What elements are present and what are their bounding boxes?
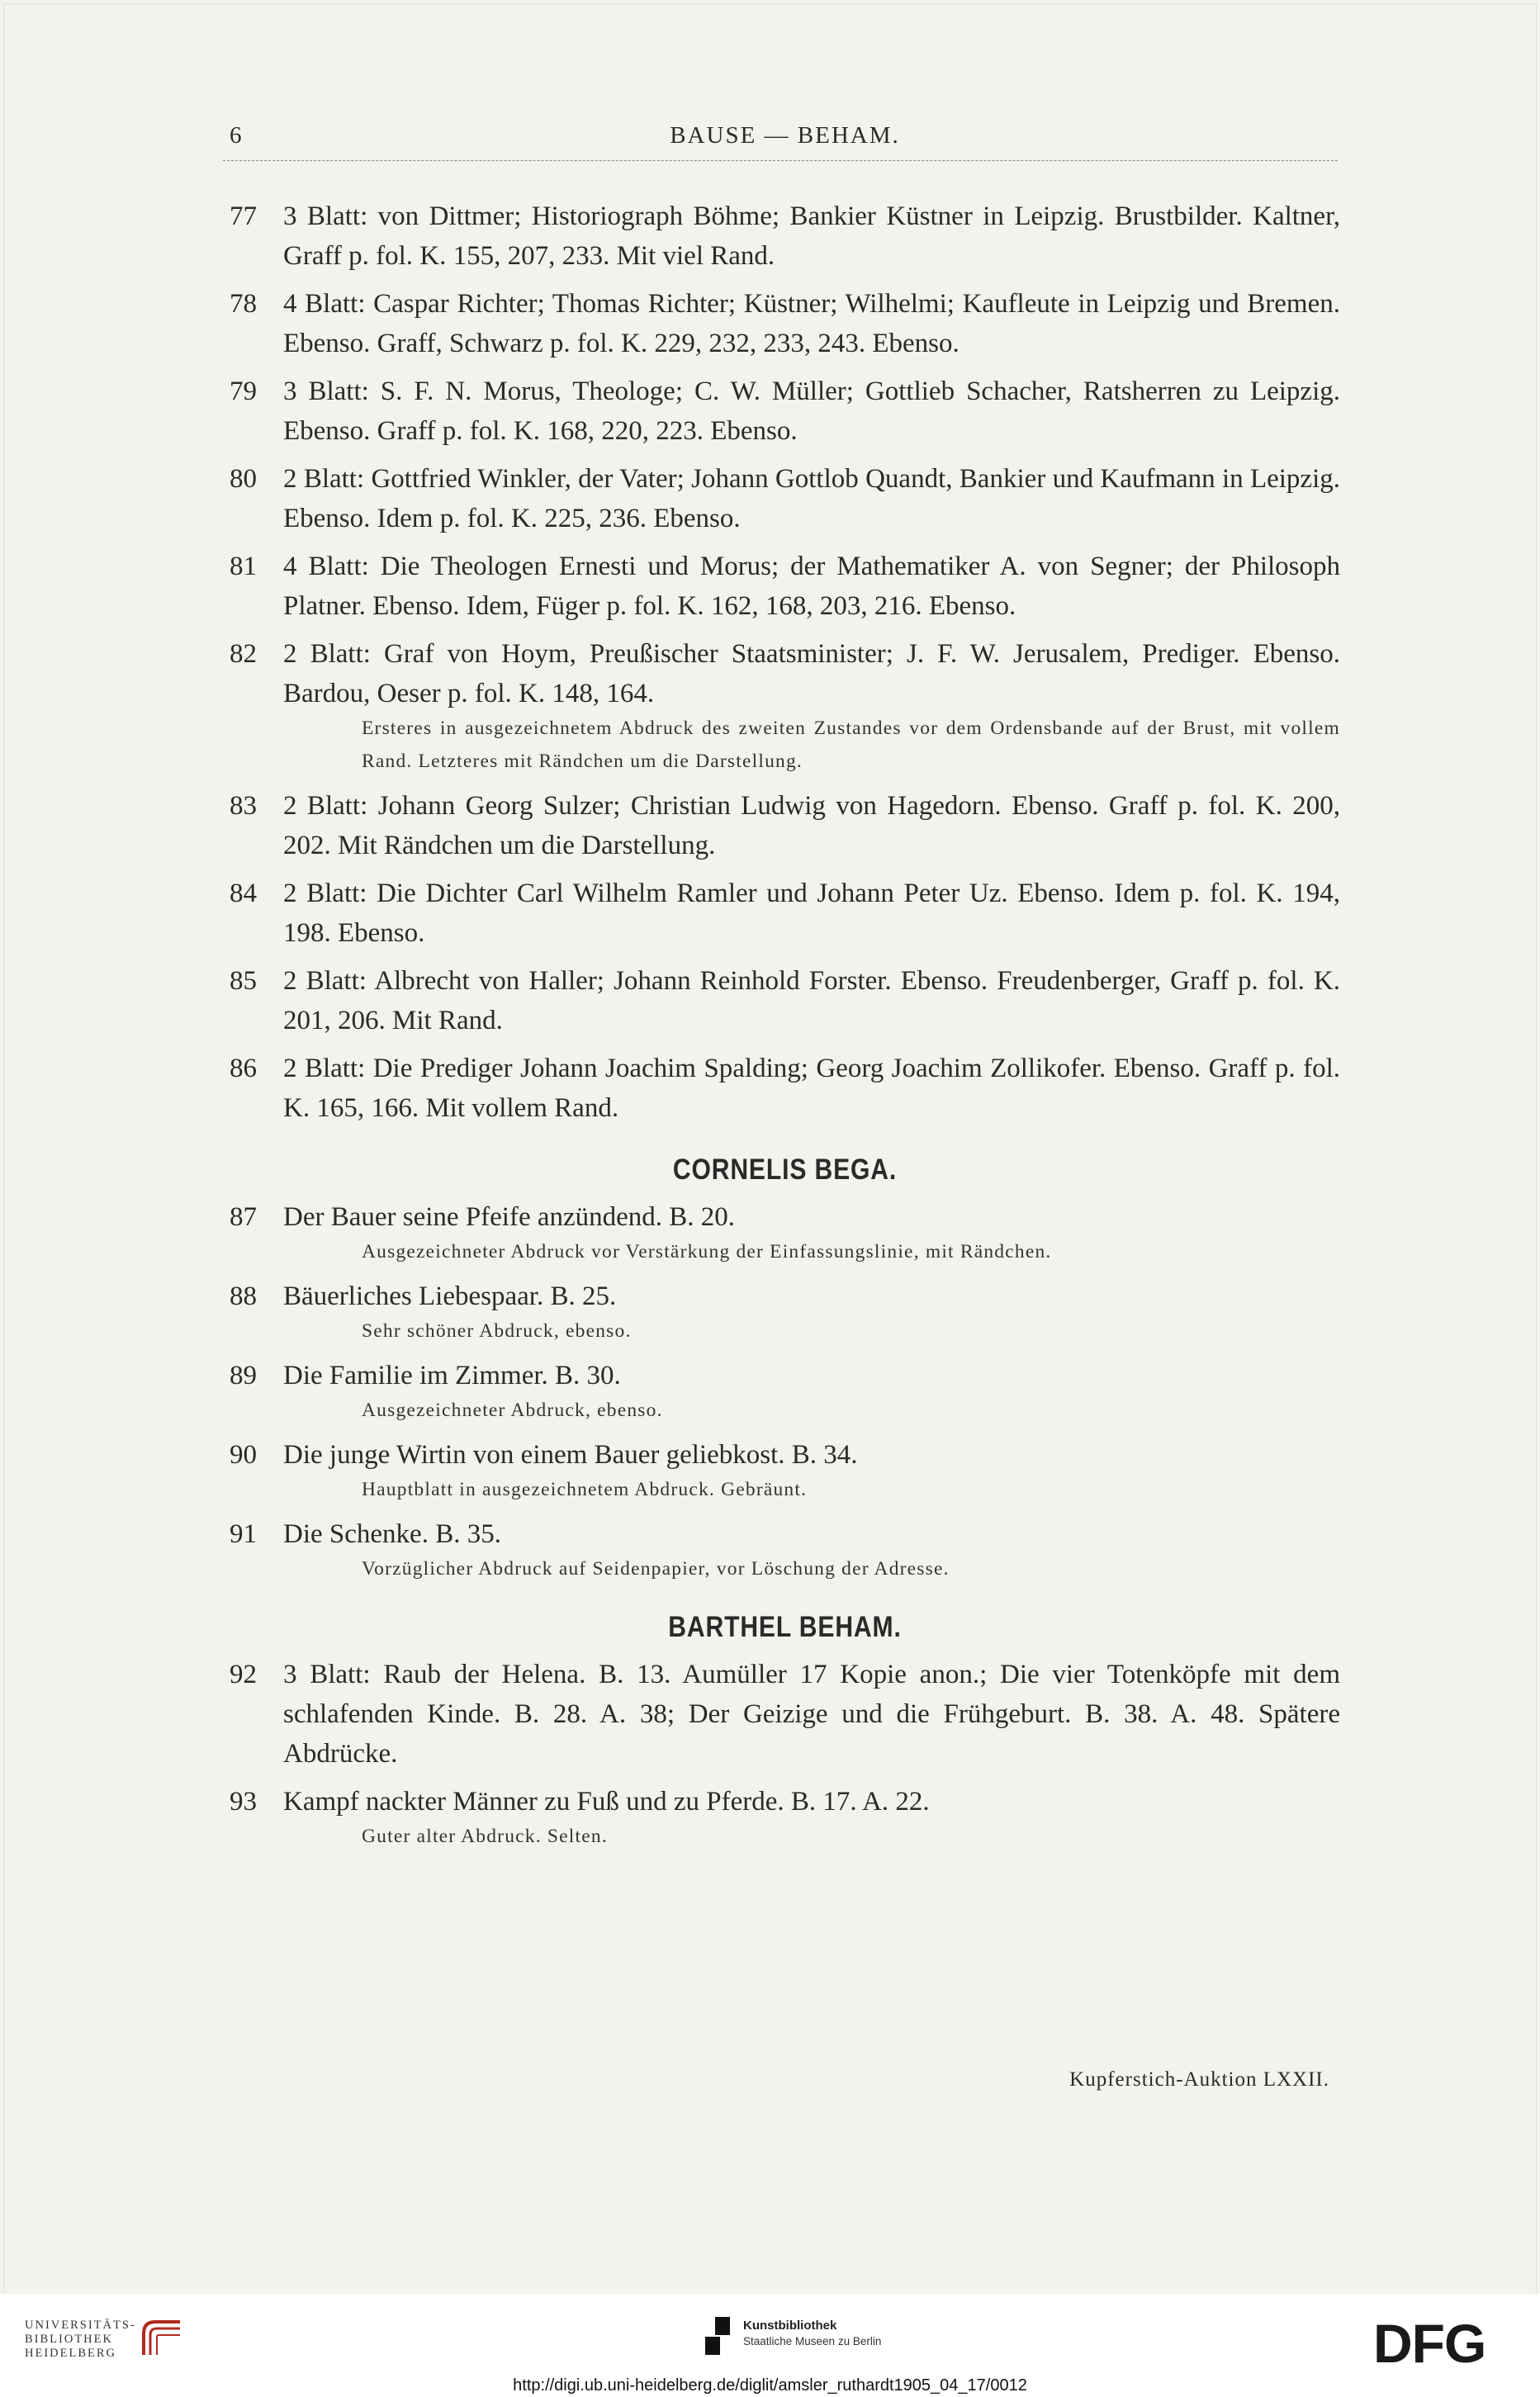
- entry-number: 88: [230, 1281, 257, 1311]
- running-title: BAUSE — BEHAM.: [670, 122, 900, 149]
- entry-number: 78: [230, 289, 257, 319]
- section-heading-beham: BARTHEL BEHAM.: [668, 1611, 902, 1643]
- entry-number: 92: [230, 1660, 257, 1689]
- library-name-line: HEIDELBERG: [25, 2347, 117, 2360]
- entry-note: Hauptblatt in ausgezeichnetem Abdruck. Gebräunt.: [362, 1479, 808, 1500]
- entry-text: Die Familie im Zimmer. B. 30.: [283, 1361, 621, 1390]
- entries-beham: [230, 1655, 1340, 1853]
- entry-note: Sehr schöner Abdruck, ebenso.: [362, 1320, 632, 1342]
- entry-note: Ersteres in ausgezeichnetem Abdruck des zweiten Zustandes vor dem Ordensbande auf der Brust, mit vollem Rand. Letzteres mit Rändchen um die Darstellung.: [362, 718, 1340, 772]
- entry-text: 3 Blatt: Raub der Helena. B. 13. Aumüller 17 Kopie anon.; Die vier Totenköpfe mit dem schlafenden Kinde. B. 28. A. 38; Der Geizige und die Frühgeburt. B. 38. A. 48. Spätere Abdrücke.: [283, 1660, 1340, 1769]
- entry-number: 82: [230, 639, 257, 669]
- entry-text: Bäuerliches Liebespaar. B. 25.: [283, 1281, 617, 1311]
- catalog-entry: [230, 1049, 1340, 1128]
- auction-catalog-note: Kupferstich-Auktion LXXII.: [1069, 2068, 1329, 2091]
- entry-number: 83: [230, 791, 257, 821]
- digitization-footer: [0, 2294, 1540, 2397]
- entry-number: 91: [230, 1519, 257, 1549]
- entry-text: Kampf nackter Männer zu Fuß und zu Pferde. B. 17. A. 22.: [283, 1787, 930, 1817]
- entry-number: 87: [230, 1202, 257, 1232]
- entry-number: 90: [230, 1440, 257, 1470]
- entry-text: 4 Blatt: Caspar Richter; Thomas Richter; Küstner; Wilhelmi; Kaufleute in Leipzig und Bremen. Ebenso. Graff, Schwarz p. fol. K. 229, 232, 233, 243. Ebenso.: [283, 289, 1340, 358]
- catalog-entry: [230, 634, 1340, 778]
- permalink-url[interactable]: http://digi.ub.uni-heidelberg.de/diglit/amsler_ruthardt1905_04_17/0012: [513, 2376, 1027, 2395]
- page-header: [230, 114, 1340, 155]
- catalog-entry: [230, 1277, 1340, 1348]
- entry-text: 4 Blatt: Die Theologen Ernesti und Morus; der Mathematiker A. von Segner; der Philosoph Platner. Ebenso. Idem, Füger p. fol. K. 162, 168, 203, 216. Ebenso.: [283, 552, 1340, 621]
- catalog-entry: [230, 284, 1340, 363]
- catalog-entry: [230, 1782, 1340, 1853]
- entries-bega: [230, 1197, 1340, 1585]
- catalog-entry: [230, 547, 1340, 626]
- entry-number: 77: [230, 201, 257, 231]
- entry-text: Die Schenke. B. 35.: [283, 1519, 501, 1549]
- dfg-logo: DFG: [1373, 2313, 1486, 2374]
- entry-number: 89: [230, 1361, 257, 1390]
- university-library-logo-icon: [139, 2317, 185, 2360]
- entry-text: 2 Blatt: Johann Georg Sulzer; Christian Ludwig von Hagedorn. Ebenso. Graff p. fol. K. 200, 202. Mit Rändchen um die Darstellung.: [283, 791, 1340, 860]
- entry-note: Vorzüglicher Abdruck auf Seidenpapier, vor Löschung der Adresse.: [362, 1558, 950, 1580]
- entry-note: Ausgezeichneter Abdruck vor Verstärkung der Einfassungslinie, mit Rändchen.: [362, 1241, 1052, 1262]
- entry-number: 80: [230, 464, 257, 494]
- entry-note: Ausgezeichneter Abdruck, ebenso.: [362, 1400, 663, 1421]
- entry-text: 2 Blatt: Die Dichter Carl Wilhelm Ramler und Johann Peter Uz. Ebenso. Idem p. fol. K. 194, 198. Ebenso.: [283, 879, 1340, 948]
- header-rule: [223, 160, 1338, 161]
- entry-number: 81: [230, 552, 257, 581]
- catalog-entry: [230, 961, 1340, 1040]
- kunstbibliothek-name: Kunstbibliothek: [743, 2319, 837, 2333]
- catalog-entry: [230, 874, 1340, 953]
- entry-text: Die junge Wirtin von einem Bauer geliebkost. B. 34.: [283, 1440, 858, 1470]
- entry-text: 2 Blatt: Gottfried Winkler, der Vater; Johann Gottlob Quandt, Bankier und Kaufmann in Leipzig. Ebenso. Idem p. fol. K. 225, 236. Ebenso.: [283, 464, 1340, 533]
- catalog-entry: [230, 1435, 1340, 1506]
- entry-number: 85: [230, 966, 257, 996]
- library-name: [25, 2319, 136, 2361]
- entry-note: Guter alter Abdruck. Selten.: [362, 1826, 608, 1847]
- library-name-line: BIBLIOTHEK: [25, 2333, 113, 2346]
- entry-number: 79: [230, 377, 257, 406]
- catalog-entry: [230, 1197, 1340, 1268]
- catalog-entry: [230, 786, 1340, 865]
- entry-number: 86: [230, 1054, 257, 1083]
- section-heading-bega: CORNELIS BEGA.: [672, 1153, 898, 1186]
- entry-text: 2 Blatt: Albrecht von Haller; Johann Reinhold Forster. Ebenso. Freudenberger, Graff p. fol. K. 201, 206. Mit Rand.: [283, 966, 1340, 1035]
- library-name-line: UNIVERSITÄTS-: [25, 2319, 136, 2332]
- entry-text: 3 Blatt: von Dittmer; Historiograph Böhme; Bankier Küstner in Leipzig. Brustbilder. Kaltner, Graff p. fol. K. 155, 207, 233. Mit viel Rand.: [283, 201, 1340, 271]
- entry-number: 93: [230, 1787, 257, 1817]
- entry-text: Der Bauer seine Pfeife anzündend. B. 20.: [283, 1202, 736, 1232]
- entry-number: 84: [230, 879, 257, 908]
- entry-text: 2 Blatt: Graf von Hoym, Preußischer Staatsminister; J. F. W. Jerusalem, Prediger. Ebenso. Bardou, Oeser p. fol. K. 148, 164.: [283, 639, 1340, 708]
- page-number: 6: [230, 122, 242, 149]
- catalog-entry: [230, 459, 1340, 538]
- catalog-entry: [230, 1514, 1340, 1585]
- entry-text: 2 Blatt: Die Prediger Johann Joachim Spalding; Georg Joachim Zollikofer. Ebenso. Graff p. fol. K. 165, 166. Mit vollem Rand.: [283, 1054, 1340, 1123]
- catalog-entry: [230, 372, 1340, 451]
- catalog-entry: [230, 197, 1340, 276]
- kunstbibliothek-subtitle: Staatliche Museen zu Berlin: [743, 2335, 882, 2347]
- catalog-content: [230, 197, 1340, 1861]
- entries-bause: [230, 197, 1340, 1128]
- kunstbibliothek-mark-icon: [704, 2317, 733, 2355]
- catalog-entry: [230, 1655, 1340, 1774]
- catalog-entry: [230, 1356, 1340, 1427]
- entry-text: 3 Blatt: S. F. N. Morus, Theologe; C. W. Müller; Gottlieb Schacher, Ratsherren zu Leipzig. Ebenso. Graff p. fol. K. 168, 220, 223. Ebenso.: [283, 377, 1340, 446]
